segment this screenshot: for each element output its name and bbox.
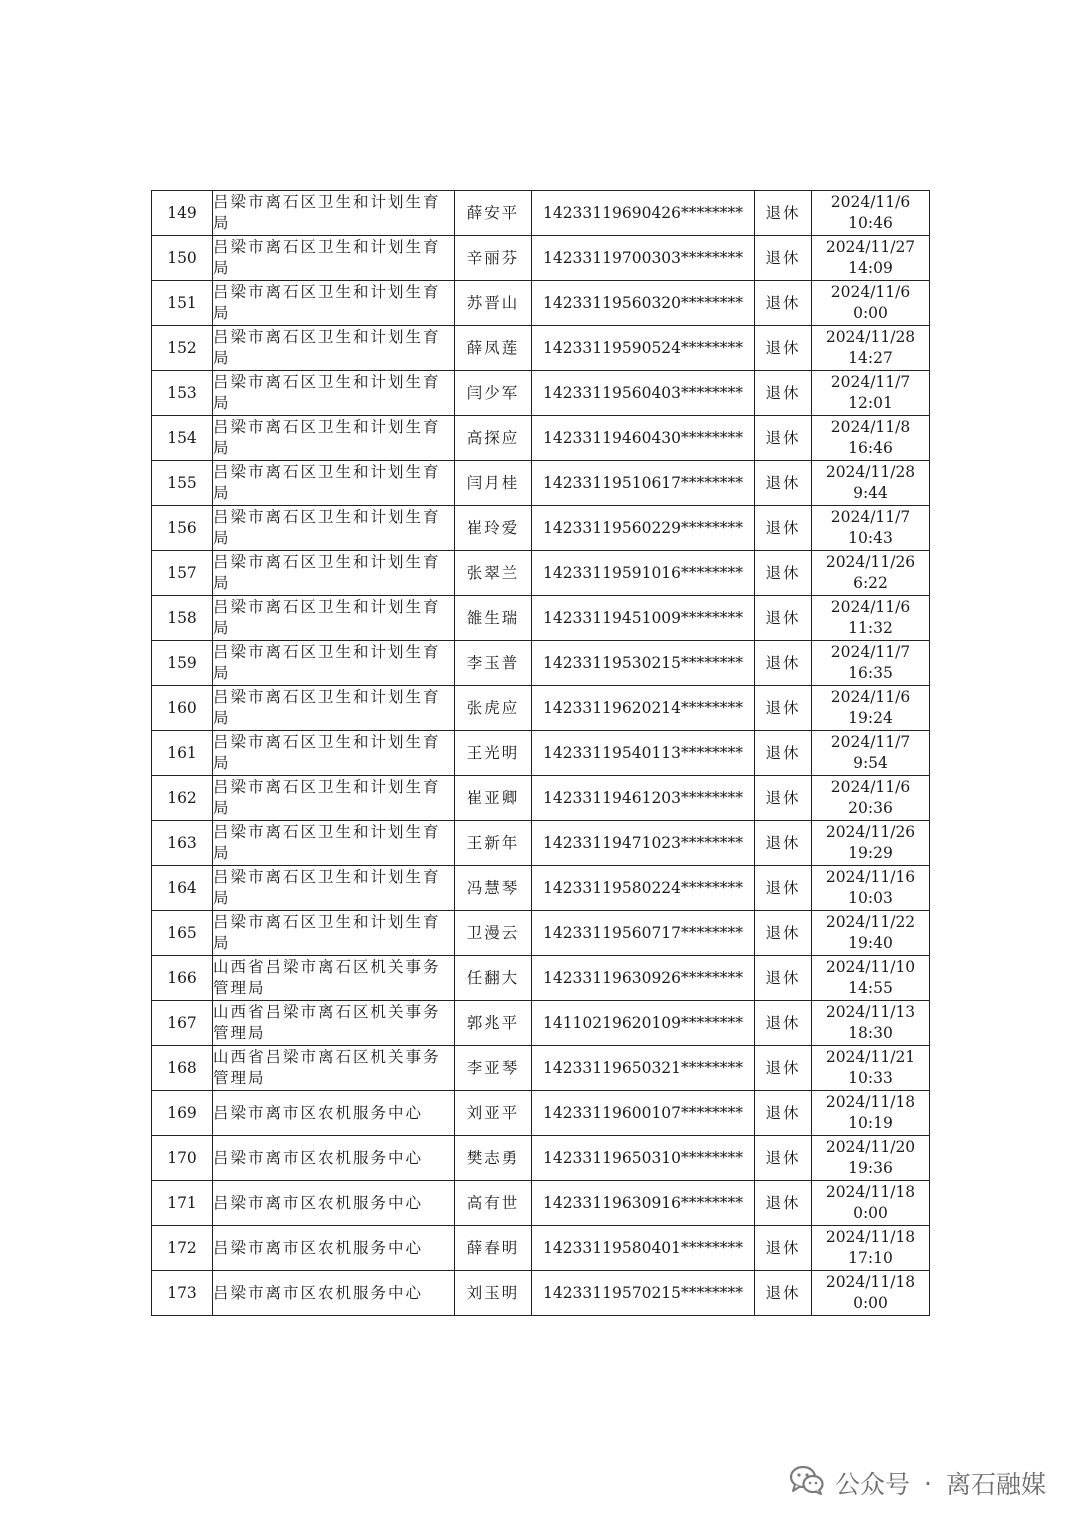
- date-text: 2024/11/26: [825, 823, 916, 841]
- datetime-cell: [812, 236, 930, 281]
- table-row: [152, 1046, 930, 1091]
- row-number-cell: 151: [152, 281, 213, 326]
- person-name-cell: 苏晋山: [455, 281, 532, 326]
- datetime-cell: [812, 506, 930, 551]
- employer-unit-cell: 吕梁市离石区卫生和计划生育局: [213, 551, 455, 596]
- employer-unit-cell: 吕梁市离石区卫生和计划生育局: [213, 866, 455, 911]
- id-number-cell: 14233119570215********: [532, 1271, 755, 1316]
- person-name-cell: 闫少军: [455, 371, 532, 416]
- id-number-cell: 14233119650321********: [532, 1046, 755, 1091]
- status-type-cell: 退休: [755, 1091, 812, 1136]
- id-number-cell: 14233119690426********: [532, 191, 755, 236]
- status-type-cell: 退休: [755, 281, 812, 326]
- employer-unit-cell: 吕梁市离石区卫生和计划生育局: [213, 416, 455, 461]
- employer-unit-cell: 吕梁市离石区卫生和计划生育局: [213, 641, 455, 686]
- id-number-cell: 14110219620109********: [532, 1001, 755, 1046]
- status-type-cell: 退休: [755, 776, 812, 821]
- employer-unit-cell: 吕梁市离石区卫生和计划生育局: [213, 596, 455, 641]
- row-number-cell: 172: [152, 1226, 213, 1271]
- row-number-cell: 156: [152, 506, 213, 551]
- person-name-cell: 李亚琴: [455, 1046, 532, 1091]
- date-text: 2024/11/6: [830, 598, 911, 616]
- table-row: [152, 596, 930, 641]
- table-row: [152, 1136, 930, 1181]
- time-text: 19:36: [848, 1159, 893, 1177]
- datetime-cell: [812, 686, 930, 731]
- time-text: 0:00: [853, 1204, 888, 1222]
- employer-unit-cell: 吕梁市离石区卫生和计划生育局: [213, 686, 455, 731]
- datetime-cell: [812, 1091, 930, 1136]
- time-text: 0:00: [853, 1294, 888, 1312]
- row-number-cell: 154: [152, 416, 213, 461]
- person-name-cell: 卫漫云: [455, 911, 532, 956]
- row-number-cell: 153: [152, 371, 213, 416]
- time-text: 11:32: [848, 619, 893, 637]
- time-text: 17:10: [848, 1249, 893, 1267]
- person-name-cell: 雒生瑞: [455, 596, 532, 641]
- id-number-cell: 14233119590524********: [532, 326, 755, 371]
- id-number-cell: 14233119650310********: [532, 1136, 755, 1181]
- table-row: [152, 1091, 930, 1136]
- row-number-cell: 157: [152, 551, 213, 596]
- row-number-cell: 164: [152, 866, 213, 911]
- date-text: 2024/11/18: [825, 1228, 916, 1246]
- date-text: 2024/11/20: [825, 1138, 916, 1156]
- time-text: 19:29: [848, 844, 893, 862]
- date-text: 2024/11/18: [825, 1093, 916, 1111]
- person-name-cell: 崔玲爱: [455, 506, 532, 551]
- person-name-cell: 张虎应: [455, 686, 532, 731]
- status-type-cell: 退休: [755, 191, 812, 236]
- datetime-cell: [812, 1271, 930, 1316]
- datetime-cell: [812, 776, 930, 821]
- row-number-cell: 171: [152, 1181, 213, 1226]
- date-text: 2024/11/21: [825, 1048, 916, 1066]
- person-name-cell: 高探应: [455, 416, 532, 461]
- employer-unit-cell: 吕梁市离石区卫生和计划生育局: [213, 461, 455, 506]
- id-number-cell: 14233119540113********: [532, 731, 755, 776]
- row-number-cell: 150: [152, 236, 213, 281]
- time-text: 16:35: [848, 664, 893, 682]
- date-text: 2024/11/27: [825, 238, 916, 256]
- id-number-cell: 14233119560229********: [532, 506, 755, 551]
- date-text: 2024/11/8: [830, 418, 911, 436]
- employer-unit-cell: 吕梁市离石区卫生和计划生育局: [213, 236, 455, 281]
- table-row: [152, 371, 930, 416]
- status-type-cell: 退休: [755, 1181, 812, 1226]
- status-type-cell: 退休: [755, 956, 812, 1001]
- watermark-prefix: 公众号: [835, 1470, 911, 1499]
- id-number-cell: 14233119460430********: [532, 416, 755, 461]
- status-type-cell: 退休: [755, 461, 812, 506]
- status-type-cell: 退休: [755, 416, 812, 461]
- watermark-account-name: 离石融媒: [945, 1470, 1046, 1499]
- time-text: 14:55: [848, 979, 893, 997]
- row-number-cell: 170: [152, 1136, 213, 1181]
- table-row: [152, 1181, 930, 1226]
- datetime-cell: [812, 326, 930, 371]
- person-name-cell: 任翻大: [455, 956, 532, 1001]
- roster-table-body: [152, 191, 930, 1316]
- id-number-cell: 14233119560403********: [532, 371, 755, 416]
- datetime-cell: [812, 1046, 930, 1091]
- time-text: 9:54: [853, 754, 888, 772]
- table-row: [152, 416, 930, 461]
- status-type-cell: 退休: [755, 1271, 812, 1316]
- person-name-cell: 冯慧琴: [455, 866, 532, 911]
- employer-unit-cell: 吕梁市离石区卫生和计划生育局: [213, 191, 455, 236]
- datetime-cell: [812, 1226, 930, 1271]
- table-row: [152, 641, 930, 686]
- time-text: 0:00: [853, 304, 888, 322]
- person-name-cell: 王新年: [455, 821, 532, 866]
- employer-unit-cell: 吕梁市离市区农机服务中心: [213, 1271, 455, 1316]
- date-text: 2024/11/7: [830, 733, 911, 751]
- employer-unit-cell: 吕梁市离石区卫生和计划生育局: [213, 731, 455, 776]
- date-text: 2024/11/13: [825, 1003, 916, 1021]
- date-text: 2024/11/6: [830, 283, 911, 301]
- table-row: [152, 506, 930, 551]
- date-text: 2024/11/18: [825, 1273, 916, 1291]
- status-type-cell: 退休: [755, 326, 812, 371]
- datetime-cell: [812, 1181, 930, 1226]
- person-name-cell: 李玉普: [455, 641, 532, 686]
- employer-unit-cell: 吕梁市离石区卫生和计划生育局: [213, 281, 455, 326]
- table-row: [152, 191, 930, 236]
- row-number-cell: 162: [152, 776, 213, 821]
- datetime-cell: [812, 866, 930, 911]
- id-number-cell: 14233119471023********: [532, 821, 755, 866]
- table-row: [152, 731, 930, 776]
- row-number-cell: 159: [152, 641, 213, 686]
- time-text: 10:03: [848, 889, 893, 907]
- employer-unit-cell: 吕梁市离石区卫生和计划生育局: [213, 371, 455, 416]
- table-row: [152, 1226, 930, 1271]
- status-type-cell: 退休: [755, 686, 812, 731]
- id-number-cell: 14233119591016********: [532, 551, 755, 596]
- employer-unit-cell: 吕梁市离石区卫生和计划生育局: [213, 326, 455, 371]
- status-type-cell: 退休: [755, 731, 812, 776]
- row-number-cell: 166: [152, 956, 213, 1001]
- table-row: [152, 326, 930, 371]
- wechat-icon: [789, 1465, 825, 1501]
- table-row: [152, 686, 930, 731]
- status-type-cell: 退休: [755, 1136, 812, 1181]
- status-type-cell: 退休: [755, 506, 812, 551]
- roster-table: [151, 190, 930, 1316]
- person-name-cell: 薛春明: [455, 1226, 532, 1271]
- id-number-cell: 14233119630916********: [532, 1181, 755, 1226]
- id-number-cell: 14233119600107********: [532, 1091, 755, 1136]
- row-number-cell: 167: [152, 1001, 213, 1046]
- table-row: [152, 1001, 930, 1046]
- employer-unit-cell: 吕梁市离石区卫生和计划生育局: [213, 911, 455, 956]
- employer-unit-cell: 吕梁市离市区农机服务中心: [213, 1136, 455, 1181]
- time-text: 10:33: [848, 1069, 893, 1087]
- datetime-cell: [812, 956, 930, 1001]
- id-number-cell: 14233119510617********: [532, 461, 755, 506]
- row-number-cell: 168: [152, 1046, 213, 1091]
- row-number-cell: 155: [152, 461, 213, 506]
- time-text: 20:36: [848, 799, 893, 817]
- person-name-cell: 薛安平: [455, 191, 532, 236]
- date-text: 2024/11/7: [830, 508, 911, 526]
- wechat-watermark: [789, 1463, 1046, 1503]
- employer-unit-cell: 山西省吕梁市离石区机关事务管理局: [213, 1046, 455, 1091]
- time-text: 9:44: [853, 484, 888, 502]
- row-number-cell: 163: [152, 821, 213, 866]
- time-text: 14:27: [848, 349, 893, 367]
- datetime-cell: [812, 191, 930, 236]
- time-text: 10:19: [848, 1114, 893, 1132]
- datetime-cell: [812, 461, 930, 506]
- person-name-cell: 高有世: [455, 1181, 532, 1226]
- person-name-cell: 刘亚平: [455, 1091, 532, 1136]
- datetime-cell: [812, 281, 930, 326]
- datetime-cell: [812, 821, 930, 866]
- date-text: 2024/11/7: [830, 373, 911, 391]
- date-text: 2024/11/18: [825, 1183, 916, 1201]
- id-number-cell: 14233119451009********: [532, 596, 755, 641]
- date-text: 2024/11/28: [825, 328, 916, 346]
- table-row: [152, 461, 930, 506]
- employer-unit-cell: 吕梁市离市区农机服务中心: [213, 1226, 455, 1271]
- time-text: 19:24: [848, 709, 893, 727]
- row-number-cell: 169: [152, 1091, 213, 1136]
- person-name-cell: 樊志勇: [455, 1136, 532, 1181]
- id-number-cell: 14233119630926********: [532, 956, 755, 1001]
- datetime-cell: [812, 416, 930, 461]
- row-number-cell: 152: [152, 326, 213, 371]
- employer-unit-cell: 吕梁市离石区卫生和计划生育局: [213, 776, 455, 821]
- datetime-cell: [812, 596, 930, 641]
- status-type-cell: 退休: [755, 371, 812, 416]
- status-type-cell: 退休: [755, 911, 812, 956]
- table-row: [152, 866, 930, 911]
- date-text: 2024/11/6: [830, 688, 911, 706]
- date-text: 2024/11/28: [825, 463, 916, 481]
- id-number-cell: 14233119580224********: [532, 866, 755, 911]
- status-type-cell: 退休: [755, 866, 812, 911]
- table-row: [152, 551, 930, 596]
- id-number-cell: 14233119580401********: [532, 1226, 755, 1271]
- row-number-cell: 161: [152, 731, 213, 776]
- datetime-cell: [812, 911, 930, 956]
- time-text: 10:46: [848, 214, 893, 232]
- status-type-cell: 退休: [755, 641, 812, 686]
- status-type-cell: 退休: [755, 821, 812, 866]
- watermark-separator: ·: [924, 1468, 932, 1498]
- row-number-cell: 173: [152, 1271, 213, 1316]
- row-number-cell: 160: [152, 686, 213, 731]
- datetime-cell: [812, 641, 930, 686]
- date-text: 2024/11/16: [825, 868, 916, 886]
- id-number-cell: 14233119700303********: [532, 236, 755, 281]
- employer-unit-cell: 吕梁市离石区卫生和计划生育局: [213, 821, 455, 866]
- table-row: [152, 776, 930, 821]
- employer-unit-cell: 吕梁市离市区农机服务中心: [213, 1181, 455, 1226]
- person-name-cell: 崔亚卿: [455, 776, 532, 821]
- status-type-cell: 退休: [755, 596, 812, 641]
- datetime-cell: [812, 731, 930, 776]
- row-number-cell: 165: [152, 911, 213, 956]
- time-text: 12:01: [848, 394, 893, 412]
- status-type-cell: 退休: [755, 1001, 812, 1046]
- person-name-cell: 刘玉明: [455, 1271, 532, 1316]
- status-type-cell: 退休: [755, 1046, 812, 1091]
- date-text: 2024/11/22: [825, 913, 916, 931]
- date-text: 2024/11/6: [830, 778, 911, 796]
- employer-unit-cell: 吕梁市离市区农机服务中心: [213, 1091, 455, 1136]
- roster-table-container: [151, 190, 929, 1316]
- id-number-cell: 14233119530215********: [532, 641, 755, 686]
- date-text: 2024/11/10: [825, 958, 916, 976]
- time-text: 19:40: [848, 934, 893, 952]
- id-number-cell: 14233119560717********: [532, 911, 755, 956]
- time-text: 6:22: [853, 574, 888, 592]
- datetime-cell: [812, 551, 930, 596]
- person-name-cell: 郭兆平: [455, 1001, 532, 1046]
- person-name-cell: 王光明: [455, 731, 532, 776]
- date-text: 2024/11/6: [830, 193, 911, 211]
- datetime-cell: [812, 371, 930, 416]
- employer-unit-cell: 山西省吕梁市离石区机关事务管理局: [213, 1001, 455, 1046]
- time-text: 18:30: [848, 1024, 893, 1042]
- row-number-cell: 158: [152, 596, 213, 641]
- person-name-cell: 辛丽芬: [455, 236, 532, 281]
- date-text: 2024/11/26: [825, 553, 916, 571]
- table-row: [152, 821, 930, 866]
- status-type-cell: 退休: [755, 551, 812, 596]
- row-number-cell: 149: [152, 191, 213, 236]
- table-row: [152, 911, 930, 956]
- table-row: [152, 236, 930, 281]
- employer-unit-cell: 山西省吕梁市离石区机关事务管理局: [213, 956, 455, 1001]
- table-row: [152, 1271, 930, 1316]
- date-text: 2024/11/7: [830, 643, 911, 661]
- status-type-cell: 退休: [755, 1226, 812, 1271]
- id-number-cell: 14233119461203********: [532, 776, 755, 821]
- person-name-cell: 薛凤莲: [455, 326, 532, 371]
- person-name-cell: 闫月桂: [455, 461, 532, 506]
- table-row: [152, 956, 930, 1001]
- id-number-cell: 14233119620214********: [532, 686, 755, 731]
- time-text: 14:09: [848, 259, 893, 277]
- datetime-cell: [812, 1001, 930, 1046]
- time-text: 16:46: [848, 439, 893, 457]
- person-name-cell: 张翠兰: [455, 551, 532, 596]
- table-row: [152, 281, 930, 326]
- employer-unit-cell: 吕梁市离石区卫生和计划生育局: [213, 506, 455, 551]
- time-text: 10:43: [848, 529, 893, 547]
- datetime-cell: [812, 1136, 930, 1181]
- id-number-cell: 14233119560320********: [532, 281, 755, 326]
- status-type-cell: 退休: [755, 236, 812, 281]
